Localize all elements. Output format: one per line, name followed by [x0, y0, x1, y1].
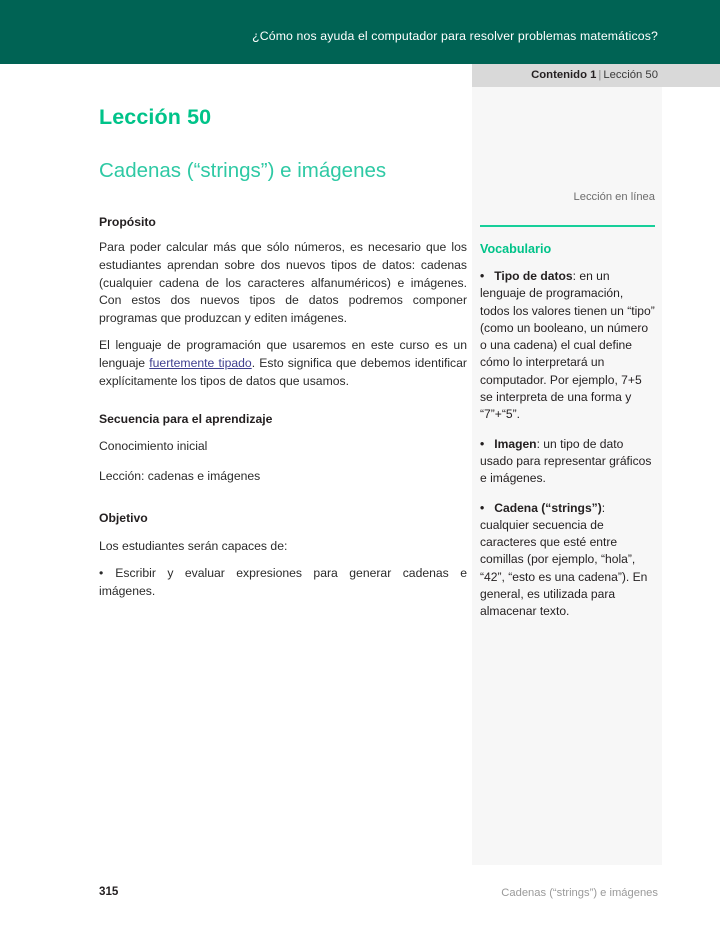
vocabulary-list [480, 268, 656, 633]
page-title: Cadenas (“strings”) e imágenes [99, 159, 387, 182]
content-breadcrumb-band [472, 64, 720, 87]
fuertemente-tipado-link[interactable]: fuertemente tipado [149, 355, 252, 370]
section-heading-objetivo: Objetivo [99, 511, 148, 525]
breadcrumb-lesson-label: Lección 50 [603, 69, 658, 81]
vocabulary-item [480, 436, 656, 488]
vocabulary-term: Imagen [494, 436, 537, 451]
bullet-icon: • [99, 566, 104, 580]
paragraph-lenguaje [99, 337, 467, 390]
vocabulary-definition: : un tipo de dato usado para representar gráficos e imágenes. [480, 436, 652, 486]
bullet-icon: • [480, 269, 485, 283]
page-number: 315 [99, 885, 119, 898]
sidebar-vocabulary-heading: Vocabulario [480, 242, 552, 256]
page-header-banner [0, 0, 720, 64]
vocabulary-term: Tipo de datos [494, 269, 573, 283]
secuencia-item-leccion: Lección: cadenas e imágenes [99, 469, 261, 483]
bullet-icon: • [480, 500, 485, 515]
vocabulary-item [480, 500, 656, 621]
vocabulary-definition: : cualquier secuencia de caracteres que esté entre comillas (por ejemplo, “hola”, “42”, “esto es una cadena”). En general, es utilizada para almacenar texto. [480, 500, 648, 619]
sidebar-online-lesson-label: Lección en línea [573, 191, 655, 203]
objetivo-bullet-item [99, 565, 467, 601]
bullet-icon: • [480, 436, 485, 451]
objetivo-bullet-text: Escribir y evaluar expresiones para generar cadenas e imágenes. [99, 566, 467, 598]
paragraph-objetivo-intro: Los estudiantes serán capaces de: [99, 539, 288, 553]
footer-running-title: Cadenas (“strings”) e imágenes [501, 887, 658, 899]
paragraph-lenguaje-post: . Esto significa que debemos identificar explícitamente los tipos de datos que usamos. [99, 355, 467, 388]
sidebar-divider-rule [480, 225, 655, 227]
section-heading-secuencia: Secuencia para el aprendizaje [99, 412, 273, 426]
breadcrumb [531, 69, 658, 82]
paragraph-lenguaje-pre: El lenguaje de programación que usaremos en este curso es un lenguaje [99, 338, 467, 370]
vocabulary-definition: : en un lenguaje de programación, todos los valores tienen un “tipo” (como un booleano, un número o una cadena) el cual define cómo lo interpretará un computador. Por ejemplo, 7+5 se interpreta de una forma y “7”+“5”. [480, 269, 655, 422]
breadcrumb-content-label: Contenido 1 [531, 69, 597, 81]
vocabulary-item [480, 268, 656, 424]
lesson-number-kicker: Lección 50 [99, 105, 212, 129]
header-title: ¿Cómo nos ayuda el computador para resolver problemas matemáticos? [252, 29, 658, 43]
secuencia-item-conocimiento-inicial: Conocimiento inicial [99, 439, 208, 453]
paragraph-proposito: Para poder calcular más que sólo números, es necesario que los estudiantes aprendan sobre dos nuevos tipos de datos: cadenas (cualquier cadena de los caracteres alfanuméricos) e imágenes. Con estos dos nuevos tipos de datos podremos componer programas que produzcan y editen imágenes. [99, 240, 467, 326]
vocabulary-term: Cadena (“strings”) [494, 500, 602, 515]
breadcrumb-separator: | [598, 69, 602, 81]
section-heading-proposito: Propósito [99, 215, 156, 229]
